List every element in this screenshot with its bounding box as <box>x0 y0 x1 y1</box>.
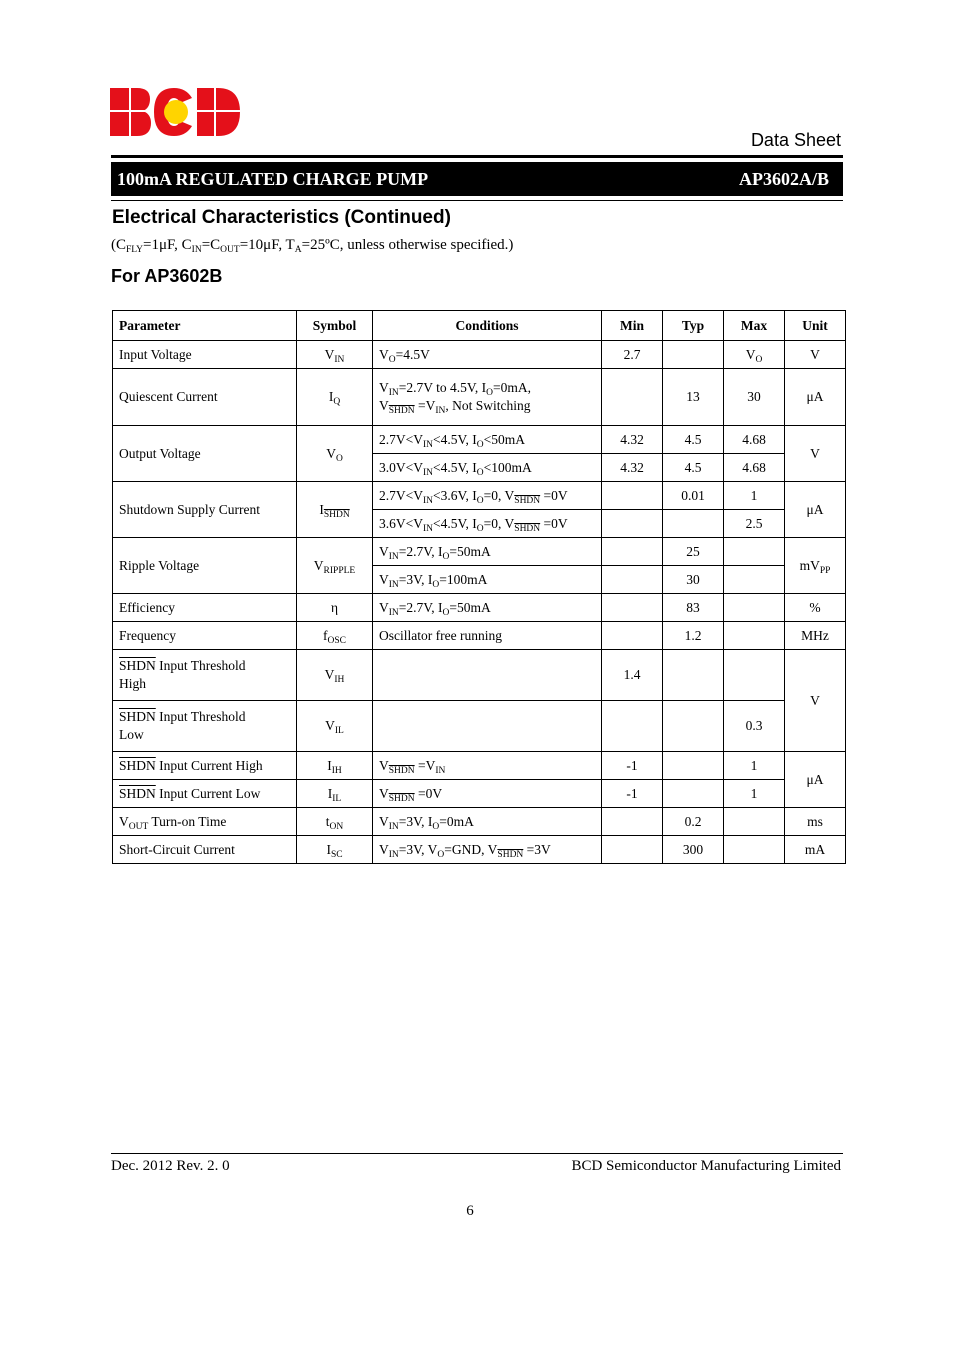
table-row: Short-Circuit Current $I_{SC}$ $V_{IN}=3V$, $V_O=GND$, $V_{SHDN} =3V$ 300 mA <box>113 836 846 864</box>
footer-company: BCD Semiconductor Manufacturing Limited <box>571 1158 841 1174</box>
test-conditions: ($C_{FLY}=1\mu F$, $C_{IN}=C_{OUT}=10\mu F$, $T_A=25ºC$, unless otherwise specified.) <box>111 237 514 255</box>
electrical-characteristics-table <box>112 310 846 864</box>
table-row: Output Voltage $V_O$ $2.7V<V_{IN}<4.5V$, $I_O<50mA$ 4.32 4.5 4.68 V <box>113 426 846 454</box>
header-typ: Typ <box>663 311 724 341</box>
footer-date-revision: Dec. 2012 Rev. 2. 0 <box>111 1158 230 1174</box>
footer-rule <box>111 1153 843 1154</box>
header-conditions: Conditions <box>373 311 602 341</box>
table-row: Efficiency η $V_{IN}=2.7V$, $I_O=50mA$ 83 % <box>113 594 846 622</box>
header-max: Max <box>724 311 785 341</box>
section-title: Electrical Characteristics (Continued) <box>112 207 451 228</box>
table-row: Shutdown Supply Current $I_{SHDN}$ $2.7V<V_{IN}<3.6V$, $I_O=0$, $V_{SHDN} =0V$ 0.01 1 μA <box>113 482 846 510</box>
page-number: 6 <box>466 1203 474 1219</box>
table-row: SHDN Input Threshold Low $V_{IL}$ 0.3 <box>113 701 846 752</box>
title-rule <box>111 200 843 201</box>
table-row: Ripple Voltage $V_{RIPPLE}$ $V_{IN}=2.7V$, $I_O=50mA$ 25 $mV_{PP}$ <box>113 538 846 566</box>
subtitle: For AP3602B <box>111 266 223 286</box>
table-header-row <box>113 311 846 341</box>
table-row: SHDN Input Threshold High $V_{IH}$ 1.4 V <box>113 650 846 701</box>
table-row: $V_{IN}=3V$, $I_O=100mA$ 30 <box>113 566 846 594</box>
table-row: SHDN Input Current High $I_{IH}$ $V_{SHDN} =V_{IN}$ -1 1 μA <box>113 752 846 780</box>
table-row: Quiescent Current $I_Q$ $V_{IN}=2.7V$ to 4.5V, $I_O=0mA$, $V_{SHDN} =V_{IN}$, Not Switching 13 30 μA <box>113 369 846 426</box>
bcd-logo <box>110 88 240 136</box>
header-min: Min <box>602 311 663 341</box>
table-row: $3.0V<V_{IN}<4.5V$, $I_O<100mA$ 4.32 4.5 4.68 <box>113 454 846 482</box>
part-number: AP3602A/B <box>739 168 829 189</box>
header-rule <box>111 155 843 158</box>
table-row: $V_{OUT}$ Turn-on Time $t_{ON}$ $V_{IN}=3V$, $I_O=0mA$ 0.2 ms <box>113 808 846 836</box>
header-symbol: Symbol <box>297 311 373 341</box>
table-row: Input Voltage $V_{IN}$ $V_O=4.5V$ 2.7 $V_O$ V <box>113 341 846 369</box>
table-row: SHDN Input Current Low $I_{IL}$ $V_{SHDN} =0V$ -1 1 <box>113 780 846 808</box>
table-row: $3.6V<V_{IN}<4.5V$, $I_O=0$, $V_{SHDN} =0V$ 2.5 <box>113 510 846 538</box>
doc-type: Data Sheet <box>750 130 841 150</box>
table-row: Frequency $f_{OSC}$ Oscillator free running 1.2 MHz <box>113 622 846 650</box>
product-title: 100mA REGULATED CHARGE PUMP <box>117 168 429 189</box>
title-bar <box>111 162 843 196</box>
header-parameter: Parameter <box>113 311 297 341</box>
header-unit: Unit <box>785 311 846 341</box>
